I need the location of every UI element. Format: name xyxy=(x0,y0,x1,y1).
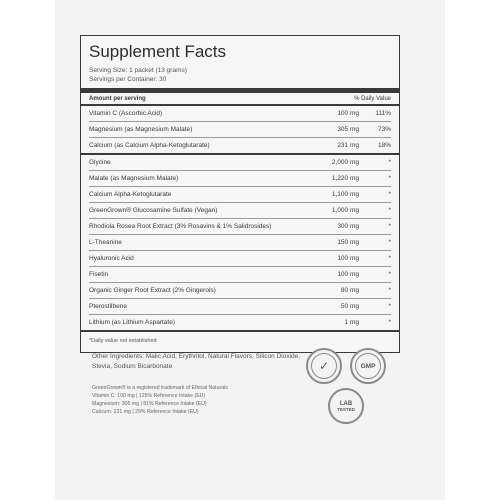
nutrient-row xyxy=(89,155,391,170)
nutrient-daily-value: 18% xyxy=(377,142,391,149)
nutrient-name: GreenGrown® Glucosamine Sulfate (Vegan) xyxy=(89,207,218,214)
nutrient-amount: 1,220 mg xyxy=(331,175,359,182)
nutrient-daily-value: 111% xyxy=(375,110,391,117)
nutrient-amount: 80 mg xyxy=(340,287,359,294)
nutrient-amount: 231 mg xyxy=(337,142,359,149)
nutrient-name: L-Theanine xyxy=(89,239,122,246)
supplement-facts-panel xyxy=(80,35,400,353)
nutrient-name: Vitamin C (Ascorbic Acid) xyxy=(89,110,163,117)
nutrient-row xyxy=(89,282,391,298)
lab-label: LAB xyxy=(339,400,353,407)
nutrient-amount: 150 mg xyxy=(337,239,359,246)
nutrient-name: Fisetin xyxy=(89,271,109,278)
other-ingredients: Other Ingredients: Malic Acid, Erythritol, Natural Flavors, Silicon Dioxide, Stevia, Sodium Bicarbonate xyxy=(92,353,301,370)
lab-tested-seal xyxy=(328,388,364,424)
nutrient-row xyxy=(89,170,391,186)
nutrient-daily-value: * xyxy=(388,175,391,182)
nutrient-name: Hyaluronic Acid xyxy=(89,255,134,262)
nutrient-amount: 1,000 mg xyxy=(331,207,359,214)
dv-footnote: *Daily value not established xyxy=(81,330,399,344)
nutrient-row xyxy=(89,250,391,266)
nutrient-amount: 1 mg xyxy=(344,319,359,326)
nutrient-row xyxy=(89,298,391,314)
note-line: Vitamin C: 100 mg | 125% Reference Intake (EU) xyxy=(92,393,206,399)
nutrient-daily-value: * xyxy=(388,287,391,294)
servings-per-container: Servings per Container: 30 xyxy=(89,76,167,83)
nutrient-row xyxy=(89,121,391,137)
nutrient-name: Glycine xyxy=(89,159,111,166)
nutrient-daily-value: * xyxy=(388,239,391,246)
gmp-seal xyxy=(350,348,386,384)
nutrient-row xyxy=(89,218,391,234)
nutrient-daily-value: * xyxy=(388,255,391,262)
amount-header-row xyxy=(89,93,391,104)
note-line: Magnesium: 305 mg | 81% Reference Intake (EU) xyxy=(92,401,207,407)
nutrient-row xyxy=(89,266,391,282)
nutrient-name: Rhodiola Rosea Root Extract (3% Rosavins & 1% Salidrosides) xyxy=(89,223,272,230)
serving-size: Serving Size: 1 packet (13 grams) xyxy=(89,67,187,74)
nutrient-amount: 305 mg xyxy=(337,126,359,133)
nutrient-daily-value: * xyxy=(388,223,391,230)
nutrient-amount: 50 mg xyxy=(340,303,359,310)
nutrient-daily-value: 73% xyxy=(377,126,391,133)
nutrient-name: Magnesium (as Magnesium Malate) xyxy=(89,126,193,133)
nutrient-amount: 100 mg xyxy=(337,255,359,262)
nutrient-daily-value: * xyxy=(388,207,391,214)
nutrient-row xyxy=(89,314,391,330)
nutrient-amount: 100 mg xyxy=(337,271,359,278)
reference-notes xyxy=(92,384,322,416)
nutrient-daily-value: * xyxy=(388,159,391,166)
dv-header: % Daily Value xyxy=(354,96,391,102)
nutrient-group-vitamins xyxy=(89,106,391,153)
nutrient-group-actives xyxy=(89,155,391,330)
nutrient-name: Organic Ginger Root Extract (2% Gingerols) xyxy=(89,287,216,294)
nutrient-amount: 300 mg xyxy=(337,223,359,230)
check-icon: ✓ xyxy=(311,353,337,379)
nutrient-amount: 2,000 mg xyxy=(331,159,359,166)
note-line: Calcium: 231 mg | 29% Reference Intake (EU) xyxy=(92,409,199,415)
nutrient-daily-value: * xyxy=(388,271,391,278)
tested-label: TESTED xyxy=(337,406,355,412)
nutrient-row xyxy=(89,202,391,218)
nutrient-daily-value: * xyxy=(388,303,391,310)
nutrient-row xyxy=(89,137,391,153)
facts-title: Supplement Facts xyxy=(89,42,227,61)
nutrient-name: Lithium (as Lithium Aspartate) xyxy=(89,319,175,326)
note-line: GreenGrown® is a registered trademark of Ethical Naturals xyxy=(92,385,228,391)
nutrient-name: Pterostilbene xyxy=(89,303,127,310)
nutrient-row xyxy=(89,234,391,250)
nutrient-row xyxy=(89,106,391,121)
nutrient-daily-value: * xyxy=(388,191,391,198)
nutrient-name: Calcium (as Calcium Alpha-Ketoglutarate) xyxy=(89,142,210,149)
nutrient-daily-value: * xyxy=(388,319,391,326)
nutrient-amount: 100 mg xyxy=(337,110,359,117)
gmp-label: GMP xyxy=(360,362,376,370)
nutrient-name: Calcium Alpha-Ketoglutarate xyxy=(89,191,172,198)
nutrient-name: Malate (as Magnesium Malate) xyxy=(89,175,179,182)
third-party-certified-seal xyxy=(306,348,342,384)
amount-header: Amount per serving xyxy=(89,96,146,102)
nutrient-amount: 1,100 mg xyxy=(331,191,359,198)
nutrient-row xyxy=(89,186,391,202)
